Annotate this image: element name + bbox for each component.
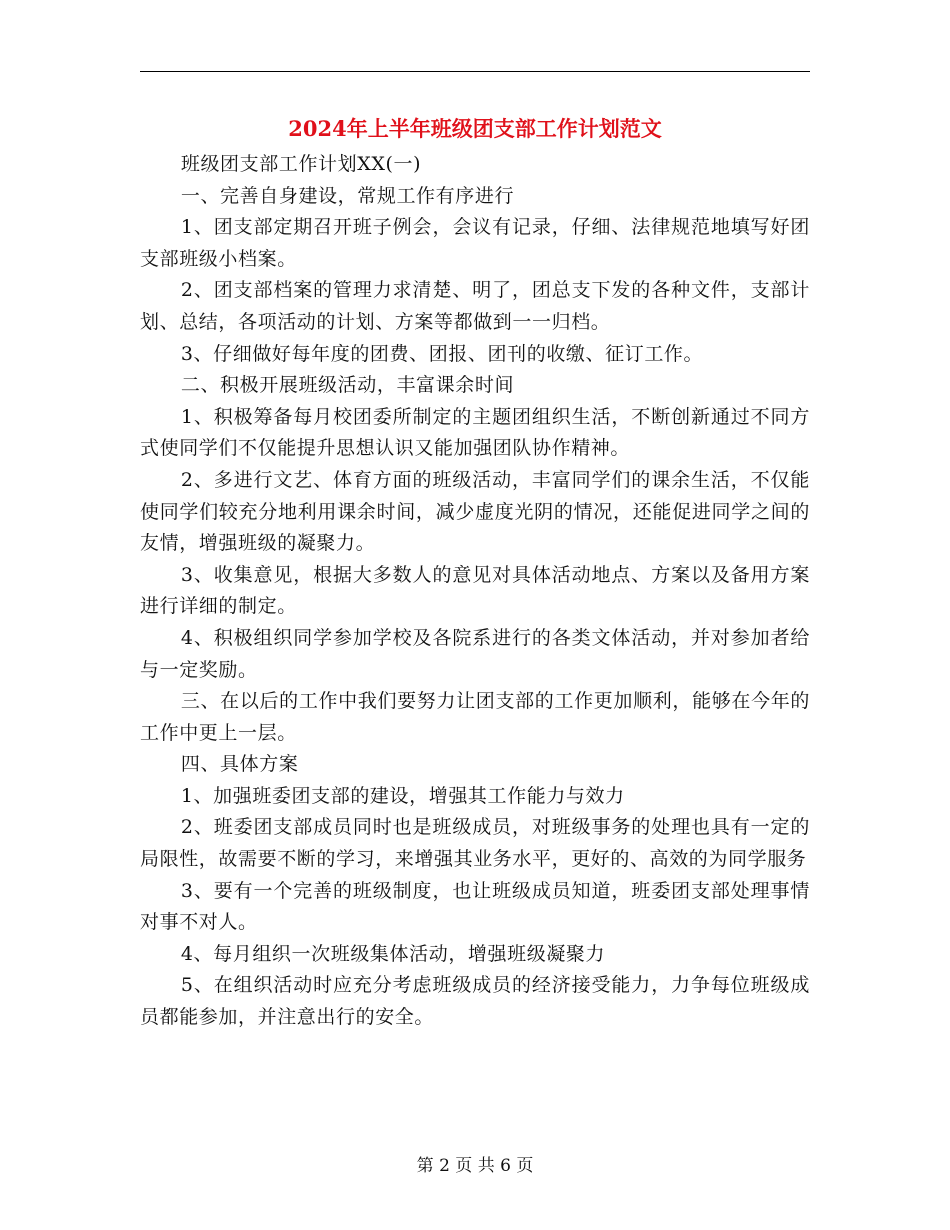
document-body [140,149,810,1034]
paragraph: 2、班委团支部成员同时也是班级成员，对班级事务的处理也具有一定的局限性，故需要不断的学习，来增强其业务水平，更好的、高效的为同学服务 [140,816,810,871]
paragraph-subtitle: 班级团支部工作计划XX(一) [180,153,422,175]
paragraph: 4、积极组织同学参加学校及各院系进行的各类文体活动，并对参加者给与一定奖励。 [140,626,810,681]
paragraph: 3、收集意见，根据大多数人的意见对具体活动地点、方案以及备用方案进行详细的制定。 [140,563,810,618]
paragraph: 2、团支部档案的管理力求清楚、明了，团总支下发的各种文件，支部计划、总结，各项活动的计划、方案等都做到一一归档。 [140,279,810,333]
paragraph: 2、多进行文艺、体育方面的班级活动，丰富同学们的课余生活，不仅能使同学们较充分地利用课余时间，减少虚度光阴的情况，还能促进同学之间的友情，增强班级的凝聚力。 [140,468,810,555]
section-heading-2: 二、积极开展班级活动，丰富课余时间 [180,374,515,397]
document-title: 2024年上半年班级团支部工作计划范文 [288,116,662,141]
paragraph: 3、要有一个完善的班级制度，也让班级成员知道，班委团支部处理事情对事不对人。 [140,879,810,934]
paragraph: 4、每月组织一次班级集体活动，增强班级凝聚力 [180,942,606,965]
header-rule [140,71,810,72]
section-heading-4: 四、具体方案 [180,753,299,776]
paragraph: 1、加强班委团支部的建设，增强其工作能力与效力 [180,784,625,807]
paragraph: 1、团支部定期召开班子例会，会议有记录，仔细、法律规范地填写好团支部班级小档案。 [140,216,810,270]
section-heading-1: 一、完善自身建设，常规工作有序进行 [180,184,515,207]
page-number: 第 2 页 共 6 页 [416,1156,534,1176]
paragraph: 1、积极筹备每月校团委所制定的主题团组织生活，不断创新通过不同方式使同学们不仅能提升思想认识又能加强团队协作精神。 [140,405,810,460]
paragraph: 5、在组织活动时应充分考虑班级成员的经济接受能力，力争每位班级成员都能参加，并注意出行的安全。 [140,974,810,1029]
paragraph: 3、仔细做好每年度的团费、团报、团刊的收缴、征订工作。 [180,342,704,365]
section-heading-3: 三、在以后的工作中我们要努力让团支部的工作更加顺利，能够在今年的工作中更上一层。 [140,690,810,744]
